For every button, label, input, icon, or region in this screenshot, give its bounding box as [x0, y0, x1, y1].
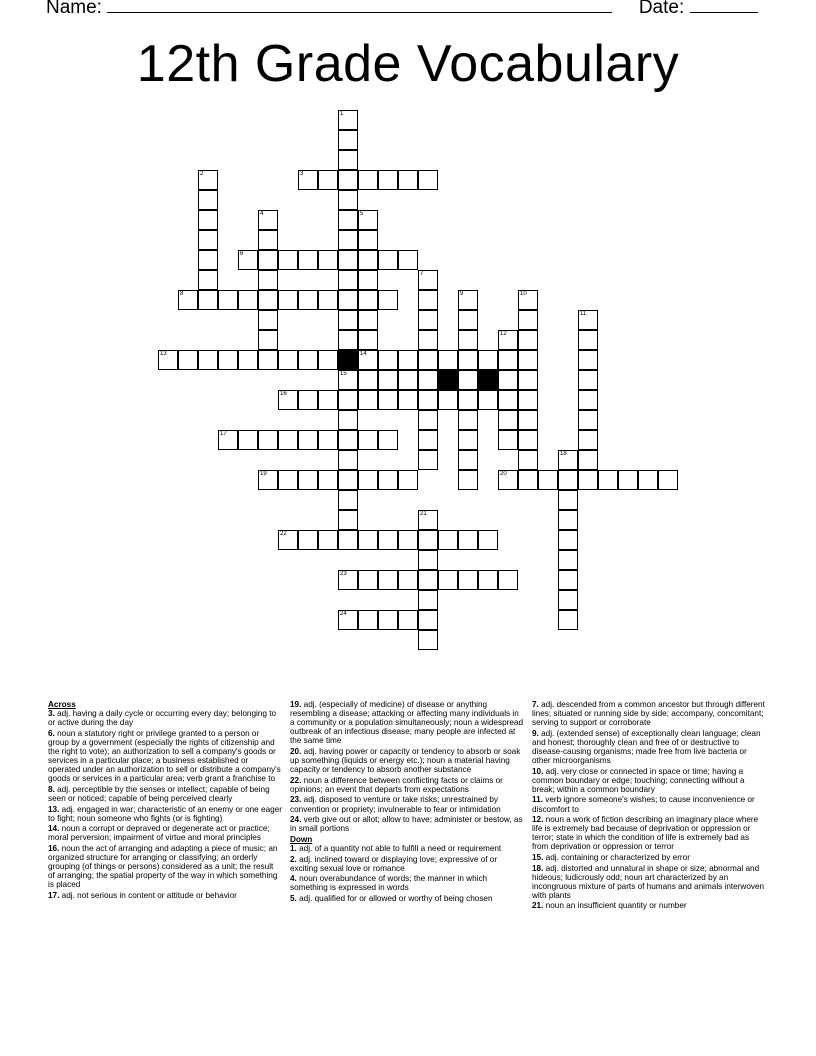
cell-number: 4 [260, 211, 264, 217]
grid-cell[interactable] [358, 430, 378, 450]
clue-item [290, 815, 524, 833]
cell-number: 8 [180, 291, 184, 297]
grid-cell[interactable] [418, 370, 438, 390]
clue-item [532, 767, 766, 794]
clue-text: adj. distorted and unnatural in shape or size; abnormal and hideous; ludicrously odd; noun art characterized by an incongruous mixture of parts of humans and animals interwoven with plants [532, 863, 765, 900]
clue-text: noun the act of arranging and adapting a piece of music; an organized structure for arranging or classifying; an orderly grouping (of things or persons) considered as a unit; the result of arranging; the spatial property of the way in which something is placed [48, 843, 278, 890]
grid-cell[interactable] [538, 470, 558, 490]
clue-text: noun an insufficient quantity or number [545, 901, 687, 911]
grid-cell[interactable] [378, 430, 398, 450]
grid-cell[interactable] [178, 290, 198, 310]
cell-number: 6 [240, 251, 244, 257]
grid-cell[interactable] [498, 430, 518, 450]
grid-cell[interactable] [578, 390, 598, 410]
grid-cell[interactable] [418, 610, 438, 630]
clue-item [532, 864, 766, 900]
grid-cell[interactable] [578, 370, 598, 390]
grid-cell[interactable] [518, 450, 538, 470]
clue-text: noun overabundance of words; the manner in which something is expressed in words [290, 874, 488, 893]
grid-cell[interactable] [558, 530, 578, 550]
grid-cell[interactable] [238, 290, 258, 310]
grid-cell[interactable] [358, 330, 378, 350]
grid-cell[interactable] [458, 290, 478, 310]
grid-cell[interactable] [198, 190, 218, 210]
clue-text: adj. very close or connected in space or time; having a common boundary or edge; touching; connecting without a break; within a common boundary [532, 766, 745, 794]
cell-number: 22 [280, 531, 287, 537]
clue-text: verb ignore someone's wishes; to cause inconvenience or discomfort to [532, 795, 755, 814]
grid-cell[interactable] [498, 410, 518, 430]
grid-cell[interactable] [318, 430, 338, 450]
grid-cell[interactable] [338, 330, 358, 350]
clue-item [532, 700, 766, 727]
grid-cell[interactable] [518, 470, 538, 490]
grid-cell[interactable] [338, 190, 358, 210]
grid-cell[interactable] [258, 470, 278, 490]
grid-cell[interactable] [378, 350, 398, 370]
grid-cell[interactable] [558, 590, 578, 610]
grid-cell[interactable] [378, 370, 398, 390]
grid-cell[interactable] [558, 450, 578, 470]
grid-cell[interactable] [318, 530, 338, 550]
grid-cell[interactable] [358, 210, 378, 230]
grid-cell[interactable] [338, 110, 358, 130]
clue-number: 20. [290, 746, 304, 756]
grid-cell[interactable] [298, 250, 318, 270]
clue-text: adj. (especially of medicine) of disease or anything resembling a disease; attacking or affecting many individuals in a community or a population simultaneously; noun a widespread outbreak of an infectious disease; many people are infected at the same time [290, 700, 524, 746]
clue-text: adj. qualified for or allowed or worthy of being chosen [299, 893, 493, 903]
grid-cell[interactable] [358, 530, 378, 550]
clue-number: 11. [532, 795, 546, 805]
clue-item [532, 901, 766, 910]
grid-cell[interactable] [338, 430, 358, 450]
clue-number: 14. [48, 824, 62, 834]
grid-cell[interactable] [338, 250, 358, 270]
grid-cell[interactable] [318, 250, 338, 270]
grid-cell[interactable] [418, 570, 438, 590]
grid-cell[interactable] [218, 290, 238, 310]
grid-cell[interactable] [438, 390, 458, 410]
grid-cell[interactable] [578, 350, 598, 370]
grid-cell[interactable] [418, 550, 438, 570]
grid-cell[interactable] [338, 210, 358, 230]
clue-item [48, 824, 282, 842]
clue-item [532, 729, 766, 765]
grid-cell[interactable] [198, 270, 218, 290]
clue-item [290, 874, 524, 892]
grid-cell[interactable] [558, 610, 578, 630]
grid-cell[interactable] [378, 390, 398, 410]
cell-number: 10 [520, 291, 527, 297]
grid-cell[interactable] [378, 250, 398, 270]
clue-section-heading: Down [290, 834, 313, 844]
clue-item [290, 747, 524, 774]
clue-item [532, 853, 766, 862]
clue-number: 22. [290, 775, 304, 785]
cell-number: 18 [560, 451, 567, 457]
grid-cell[interactable] [398, 570, 418, 590]
clue-text: adj. engaged in war; characteristic of an enemy or one eager to fight; noun someone who fights (or is fighting) [48, 804, 282, 823]
grid-cell[interactable] [418, 330, 438, 350]
clue-number: 18. [532, 863, 546, 873]
grid-cell[interactable] [458, 470, 478, 490]
grid-cell[interactable] [518, 410, 538, 430]
clue-item [48, 785, 282, 803]
grid-cell[interactable] [258, 230, 278, 250]
cell-number: 1 [340, 111, 344, 117]
grid-cell[interactable] [458, 390, 478, 410]
clue-item [290, 894, 524, 903]
grid-cell[interactable] [458, 310, 478, 330]
grid-cell[interactable] [518, 330, 538, 350]
grid-cell[interactable] [218, 350, 238, 370]
grid-cell[interactable] [298, 170, 318, 190]
clue-column-3 [532, 700, 766, 912]
grid-cell[interactable] [418, 630, 438, 650]
grid-cell[interactable] [358, 390, 378, 410]
grid-cell[interactable] [358, 370, 378, 390]
grid-cell[interactable] [458, 370, 478, 390]
grid-cell[interactable] [558, 570, 578, 590]
grid-cell[interactable] [518, 290, 538, 310]
clue-text: adj. having power or capacity or tendency to absorb or soak up something (liquids or energy etc.); noun a material having capacity or tendency to absorb another substance [290, 746, 521, 775]
grid-cell[interactable] [198, 210, 218, 230]
clue-text: verb give out or allot; allow to have; administer or bestow, as in small portions [290, 815, 523, 834]
clue-item [48, 729, 282, 784]
grid-cell[interactable] [398, 610, 418, 630]
grid-cell[interactable] [378, 290, 398, 310]
grid-cell[interactable] [398, 530, 418, 550]
grid-cell[interactable] [558, 490, 578, 510]
grid-cell[interactable] [338, 390, 358, 410]
grid-cell[interactable] [418, 170, 438, 190]
grid-cell[interactable] [498, 370, 518, 390]
grid-cell[interactable] [498, 390, 518, 410]
grid-cell[interactable] [198, 290, 218, 310]
grid-cell[interactable] [338, 150, 358, 170]
grid-cell[interactable] [518, 350, 538, 370]
grid-cell[interactable] [558, 510, 578, 530]
clue-item [532, 795, 766, 813]
grid-cell[interactable] [418, 270, 438, 290]
clue-item [290, 855, 524, 873]
grid-cell[interactable] [358, 250, 378, 270]
grid-cell[interactable] [418, 530, 438, 550]
grid-cell[interactable] [398, 390, 418, 410]
grid-cell[interactable] [398, 350, 418, 370]
cell-number: 2 [200, 171, 204, 177]
grid-cell[interactable] [558, 550, 578, 570]
grid-cell[interactable] [338, 570, 358, 590]
grid-cell[interactable] [338, 370, 358, 390]
clue-item [48, 844, 282, 889]
clue-item [290, 795, 524, 813]
cell-number: 21 [420, 511, 427, 517]
clue-number: 6. [48, 728, 58, 738]
clue-column-2 [290, 700, 524, 904]
cell-number: 12 [500, 331, 507, 337]
grid-cell[interactable] [258, 310, 278, 330]
grid-cell[interactable] [158, 350, 178, 370]
grid-cell[interactable] [378, 610, 398, 630]
grid-cell[interactable] [278, 390, 298, 410]
clue-text: noun a statutory right or privilege granted to a person or group by a government (especially the rights of citizenship and the right to vote); an authorization to sell a company's goods or services in a particular place; a business established or operated under an authorization to sell or distribute a company's goods or services in a particular area; verb grant a franchise to [48, 728, 281, 784]
cell-number: 24 [340, 611, 347, 617]
cell-number: 13 [160, 351, 167, 357]
grid-cell[interactable] [238, 430, 258, 450]
grid-cell[interactable] [498, 470, 518, 490]
grid-cell[interactable] [298, 350, 318, 370]
grid-cell[interactable] [298, 470, 318, 490]
grid-cell[interactable] [438, 350, 458, 370]
cell-number: 9 [460, 291, 464, 297]
grid-cell[interactable] [478, 390, 498, 410]
clue-number: 7. [532, 700, 542, 709]
grid-cell[interactable] [358, 350, 378, 370]
grid-cell[interactable] [278, 350, 298, 370]
clue-item [48, 709, 282, 727]
clue-number: 15. [532, 853, 546, 862]
clue-item [48, 805, 282, 823]
grid-cell[interactable] [458, 330, 478, 350]
grid-cell[interactable] [378, 470, 398, 490]
clue-number: 13. [48, 804, 62, 814]
grid-cell[interactable] [338, 410, 358, 430]
cell-number: 19 [260, 471, 267, 477]
grid-cell[interactable] [338, 610, 358, 630]
clue-number: 10. [532, 766, 546, 776]
grid-cell[interactable] [318, 390, 338, 410]
grid-cell[interactable] [418, 390, 438, 410]
grid-cell[interactable] [258, 250, 278, 270]
grid-cell[interactable] [478, 570, 498, 590]
clue-text: noun a work of fiction describing an imaginary place where life is extremely bad because of deprivation or oppression or terror; state in which the condition of life is extremely bad as from deprivation or oppression or terror [532, 815, 759, 852]
grid-black-cell [478, 370, 498, 390]
clue-number: 21. [532, 901, 546, 911]
cell-number: 17 [220, 431, 227, 437]
clue-text: adj. (extended sense) of exceptionally clean language; clean and honest; thoroughly clean and free of or destructive to disease-causing organisms; made free from live bacteria or other microorganisms [532, 728, 761, 766]
grid-cell[interactable] [318, 170, 338, 190]
clue-number: 17. [48, 890, 62, 900]
grid-cell[interactable] [578, 470, 598, 490]
grid-cell[interactable] [278, 430, 298, 450]
grid-cell[interactable] [418, 590, 438, 610]
grid-cell[interactable] [338, 270, 358, 290]
grid-cell[interactable] [358, 290, 378, 310]
grid-cell[interactable] [258, 210, 278, 230]
grid-cell[interactable] [518, 370, 538, 390]
grid-cell[interactable] [458, 450, 478, 470]
grid-cell[interactable] [358, 310, 378, 330]
clue-item [532, 815, 766, 851]
grid-cell[interactable] [578, 450, 598, 470]
grid-cell[interactable] [418, 350, 438, 370]
grid-cell[interactable] [338, 170, 358, 190]
clue-text: adj. containing or characterized by error [545, 853, 690, 862]
grid-cell[interactable] [578, 310, 598, 330]
page-title: 12th Grade Vocabulary [136, 35, 680, 93]
clue-number: 1. [290, 843, 300, 853]
clue-number: 2. [290, 854, 300, 864]
clue-text: adj. having a daily cycle or occurring every day; belonging to or active during the day [48, 709, 277, 728]
grid-cell[interactable] [378, 530, 398, 550]
grid-cell[interactable] [278, 290, 298, 310]
grid-cell[interactable] [438, 570, 458, 590]
name-label: Name: [46, 0, 102, 18]
grid-cell[interactable] [278, 530, 298, 550]
grid-cell[interactable] [458, 530, 478, 550]
grid-cell[interactable] [278, 470, 298, 490]
grid-cell[interactable] [638, 470, 658, 490]
clue-number: 16. [48, 843, 62, 853]
clue-number: 12. [532, 815, 546, 825]
grid-cell[interactable] [298, 290, 318, 310]
grid-cell[interactable] [258, 270, 278, 290]
clue-number: 9. [532, 728, 542, 738]
grid-cell[interactable] [218, 430, 238, 450]
grid-cell[interactable] [298, 430, 318, 450]
grid-cell[interactable] [338, 530, 358, 550]
grid-cell[interactable] [478, 530, 498, 550]
grid-cell[interactable] [418, 510, 438, 530]
grid-cell[interactable] [438, 530, 458, 550]
grid-cell[interactable] [498, 330, 518, 350]
clue-text: adj. not serious in content or attitude or behavior [61, 890, 237, 900]
grid-cell[interactable] [418, 450, 438, 470]
grid-cell[interactable] [238, 350, 258, 370]
grid-cell[interactable] [658, 470, 678, 490]
grid-cell[interactable] [298, 390, 318, 410]
grid-cell[interactable] [578, 410, 598, 430]
clue-text: noun a difference between conflicting facts or claims or opinions; an event that departs from expectations [290, 775, 503, 794]
grid-cell[interactable] [238, 250, 258, 270]
grid-cell[interactable] [458, 430, 478, 450]
grid-cell[interactable] [518, 390, 538, 410]
grid-cell[interactable] [398, 370, 418, 390]
grid-cell[interactable] [318, 470, 338, 490]
grid-cell[interactable] [318, 350, 338, 370]
grid-cell[interactable] [598, 470, 618, 490]
cell-number: 16 [280, 391, 287, 397]
grid-cell[interactable] [318, 290, 338, 310]
grid-cell[interactable] [398, 250, 418, 270]
grid-cell[interactable] [458, 570, 478, 590]
grid-cell[interactable] [258, 330, 278, 350]
grid-cell[interactable] [418, 310, 438, 330]
clue-section-heading: Across [48, 700, 76, 709]
clue-number: 24. [290, 815, 304, 825]
grid-cell[interactable] [558, 470, 578, 490]
grid-cell[interactable] [498, 570, 518, 590]
cell-number: 14 [360, 351, 367, 357]
grid-cell[interactable] [198, 230, 218, 250]
clue-number: 3. [48, 709, 58, 719]
clue-text: adj. perceptible by the senses or intellect; capable of being seen or noticed; capable of being perceived clearly [48, 784, 270, 803]
grid-cell[interactable] [338, 510, 358, 530]
grid-cell[interactable] [618, 470, 638, 490]
clue-text: adj. disposed to venture or take risks; unrestrained by convention or propriety; invulnerable to fear or intimidation [290, 795, 501, 814]
clue-number: 5. [290, 893, 300, 903]
clue-item [290, 844, 524, 853]
cell-number: 7 [420, 271, 424, 277]
grid-cell[interactable] [418, 430, 438, 450]
grid-cell[interactable] [578, 430, 598, 450]
grid-cell[interactable] [258, 290, 278, 310]
grid-cell[interactable] [578, 330, 598, 350]
grid-cell[interactable] [358, 570, 378, 590]
grid-cell[interactable] [278, 250, 298, 270]
clue-item [290, 776, 524, 794]
cell-number: 15 [340, 371, 347, 377]
grid-cell[interactable] [198, 350, 218, 370]
grid-cell[interactable] [378, 570, 398, 590]
grid-cell[interactable] [398, 170, 418, 190]
grid-cell[interactable] [338, 470, 358, 490]
clue-item [290, 700, 524, 745]
grid-cell[interactable] [198, 250, 218, 270]
grid-cell[interactable] [358, 470, 378, 490]
grid-cell[interactable] [338, 130, 358, 150]
clue-text: adj. inclined toward or displaying love; expressive of or exciting sexual love or romance [290, 854, 498, 873]
grid-cell[interactable] [378, 170, 398, 190]
clue-number: 8. [48, 784, 58, 794]
clue-number: 4. [290, 874, 300, 884]
grid-cell[interactable] [478, 350, 498, 370]
cell-number: 5 [360, 211, 364, 217]
clue-text: adj. descended from a common ancestor but through different lines; situated or running side by side; accompany, concomitant; serving to support or corroborate [532, 700, 765, 728]
grid-cell[interactable] [358, 230, 378, 250]
grid-cell[interactable] [358, 170, 378, 190]
grid-cell[interactable] [338, 310, 358, 330]
grid-cell[interactable] [518, 310, 538, 330]
clue-column-1 [48, 700, 282, 901]
grid-cell[interactable] [398, 470, 418, 490]
cell-number: 20 [500, 471, 507, 477]
grid-cell[interactable] [298, 530, 318, 550]
grid-cell[interactable] [338, 490, 358, 510]
grid-cell[interactable] [338, 450, 358, 470]
grid-cell[interactable] [258, 430, 278, 450]
grid-cell[interactable] [418, 290, 438, 310]
grid-cell[interactable] [198, 170, 218, 190]
grid-cell[interactable] [518, 430, 538, 450]
grid-cell[interactable] [498, 350, 518, 370]
clue-number: 23. [290, 795, 304, 805]
grid-cell[interactable] [418, 410, 438, 430]
grid-black-cell [438, 370, 458, 390]
grid-cell[interactable] [258, 350, 278, 370]
grid-cell[interactable] [338, 290, 358, 310]
grid-cell[interactable] [358, 610, 378, 630]
cell-number: 23 [340, 571, 347, 577]
clue-text: adj. of a quantity not able to fulfill a need or requirement [299, 843, 502, 853]
grid-cell[interactable] [458, 350, 478, 370]
cell-number: 3 [300, 171, 304, 177]
grid-cell[interactable] [178, 350, 198, 370]
grid-cell[interactable] [338, 230, 358, 250]
grid-cell[interactable] [358, 270, 378, 290]
cell-number: 11 [580, 311, 587, 317]
grid-black-cell [338, 350, 358, 370]
date-label: Date: [638, 0, 685, 18]
clue-item [48, 891, 282, 900]
clue-number: 19. [290, 700, 304, 709]
clue-text: noun a corrupt or depraved or degenerate act or practice; moral perversion; impairment of virtue and moral principles [48, 824, 270, 843]
grid-cell[interactable] [458, 410, 478, 430]
